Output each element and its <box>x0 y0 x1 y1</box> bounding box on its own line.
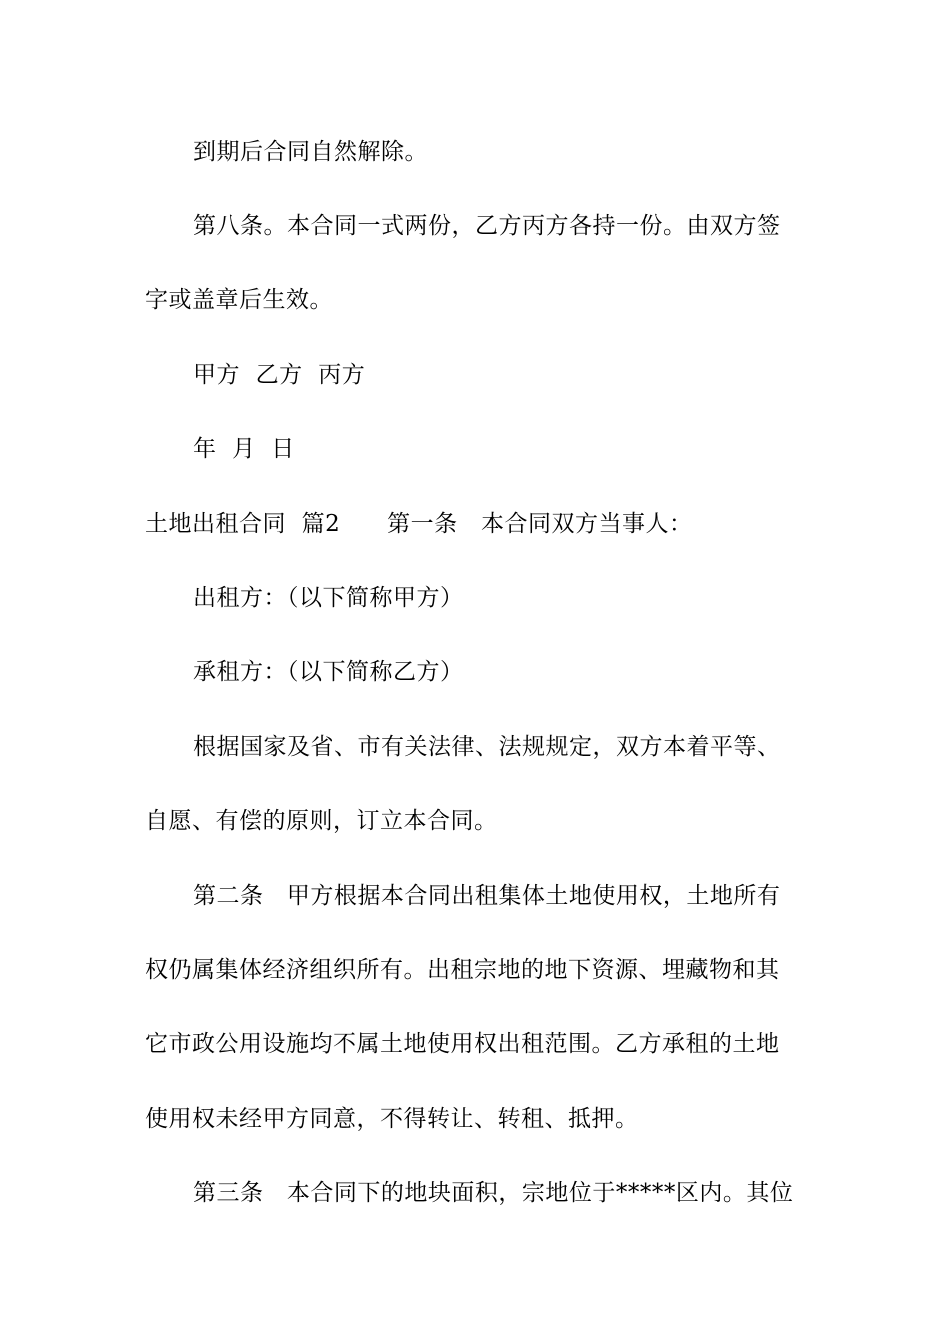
text-line: 到期后合同自然解除。 <box>193 139 428 165</box>
text-line: 自愿、有偿的原则，订立本合同。 <box>145 808 498 834</box>
text-line: 字或盖章后生效。 <box>145 287 333 313</box>
text-line: 第八条。本合同一式两份，乙方丙方各持一份。由双方签 <box>193 213 781 239</box>
text-line: 权仍属集体经济组织所有。出租宗地的地下资源、埋藏物和其 <box>145 957 780 983</box>
text-line: 根据国家及省、市有关法律、法规规定，双方本着平等、 <box>193 734 781 760</box>
date-line: 年 月 日 <box>193 436 295 462</box>
section-heading-line: 土地出租合同 篇2 第一条 本合同双方当事人： <box>145 511 693 537</box>
text-line: 出租方：（以下简称甲方） <box>193 585 464 611</box>
text-line: 第三条 本合同下的地块面积，宗地位于*****区内。其位 <box>193 1180 794 1206</box>
text-line: 它市政公用设施均不属土地使用权出租范围。乙方承租的土地 <box>145 1031 780 1057</box>
text-line: 使用权未经甲方同意，不得转让、转租、抵押。 <box>145 1106 639 1132</box>
text-line: 承租方：（以下简称乙方） <box>193 659 464 685</box>
text-line: 第二条 甲方根据本合同出租集体土地使用权，土地所有 <box>193 883 781 909</box>
signature-parties-line: 甲方 乙方 丙方 <box>193 362 366 388</box>
